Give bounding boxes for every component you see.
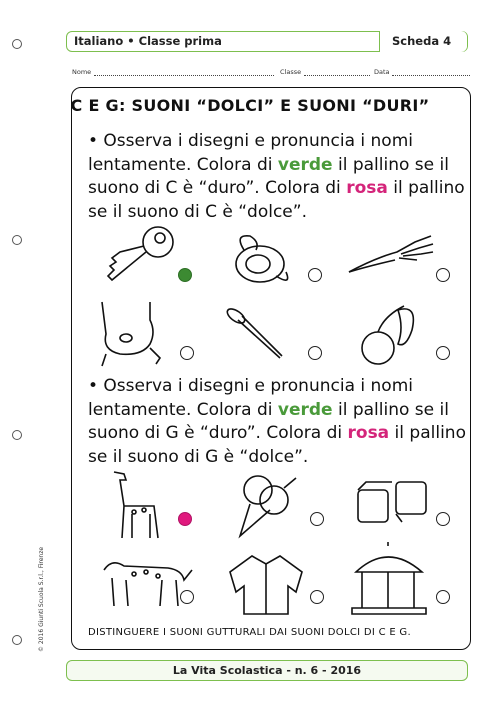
date-field[interactable] [392, 75, 470, 76]
binder-hole [12, 39, 22, 49]
instr-text: • Osserva i disegni e pronuncia i nomi lentamente. Colora di [88, 376, 413, 420]
answer-dot[interactable] [436, 590, 450, 604]
answer-dot[interactable] [436, 268, 450, 282]
class-field[interactable] [304, 75, 370, 76]
carousel-icon [346, 542, 432, 620]
instr-text: il pallino se il suono di C è “duro”. Colora di [88, 154, 449, 198]
pink-word: rosa [346, 178, 388, 198]
binder-hole [12, 430, 22, 440]
binder-hole [12, 635, 22, 645]
ice-cream-icon [228, 470, 308, 542]
copyright: © 2016 Giunti Scuola S.r.l., Firenze [38, 546, 45, 652]
fork-icon [345, 232, 435, 282]
sheet-badge [379, 31, 467, 52]
jacket-icon [226, 552, 306, 618]
answer-dot[interactable] [178, 268, 192, 282]
answer-dot[interactable] [180, 346, 194, 360]
answer-dot[interactable] [436, 346, 450, 360]
sheet-label: Scheda 4 [392, 34, 452, 48]
green-word: verde [277, 154, 333, 175]
answer-dot[interactable] [308, 268, 322, 282]
instr-text: il pallino se il suono di G è “dolce”. [88, 423, 466, 467]
belly-icon [92, 298, 172, 368]
answer-dot[interactable] [310, 512, 324, 526]
nail-icon [222, 304, 292, 364]
answer-dot[interactable] [308, 346, 322, 360]
ice-cubes-icon [352, 476, 432, 532]
pink-word: rosa [347, 423, 390, 443]
instr-text: • Osserva i disegni e pronuncia i nomi lentamente. Colora di [88, 131, 413, 175]
binder-hole [12, 235, 22, 245]
class-label: Classe [280, 68, 302, 76]
green-word: verde [277, 399, 333, 420]
answer-dot[interactable] [180, 590, 194, 604]
giraffe-icon [104, 466, 174, 546]
cherry-icon [352, 300, 432, 370]
name-field[interactable] [94, 75, 274, 76]
caption: DISTINGUERE I SUONI GUTTURALI DAI SUONI DOLCI DI C E G. [88, 627, 411, 638]
page-title: C E G: SUONI “DOLCI” E SUONI “DURI” [70, 96, 430, 115]
subject-label: Italiano • Classe prima [74, 34, 222, 48]
answer-dot[interactable] [310, 590, 324, 604]
instructions-g [88, 375, 466, 469]
instructions-c [88, 130, 466, 224]
footer-bar [66, 660, 468, 681]
pacifier-icon [220, 228, 300, 290]
answer-dot[interactable] [178, 512, 192, 526]
key-icon [100, 222, 180, 292]
instr-text: il pallino se il suono di G è “duro”. Colora di [88, 399, 449, 443]
date-label: Data [374, 68, 390, 76]
instr-text: il pallino se il suono di C è “dolce”. [88, 178, 465, 222]
cheetah-icon [98, 550, 198, 620]
footer-label: La Vita Scolastica - n. 6 - 2016 [172, 664, 362, 677]
name-label: Nome [72, 68, 92, 76]
answer-dot[interactable] [436, 512, 450, 526]
header-bar [66, 31, 468, 52]
